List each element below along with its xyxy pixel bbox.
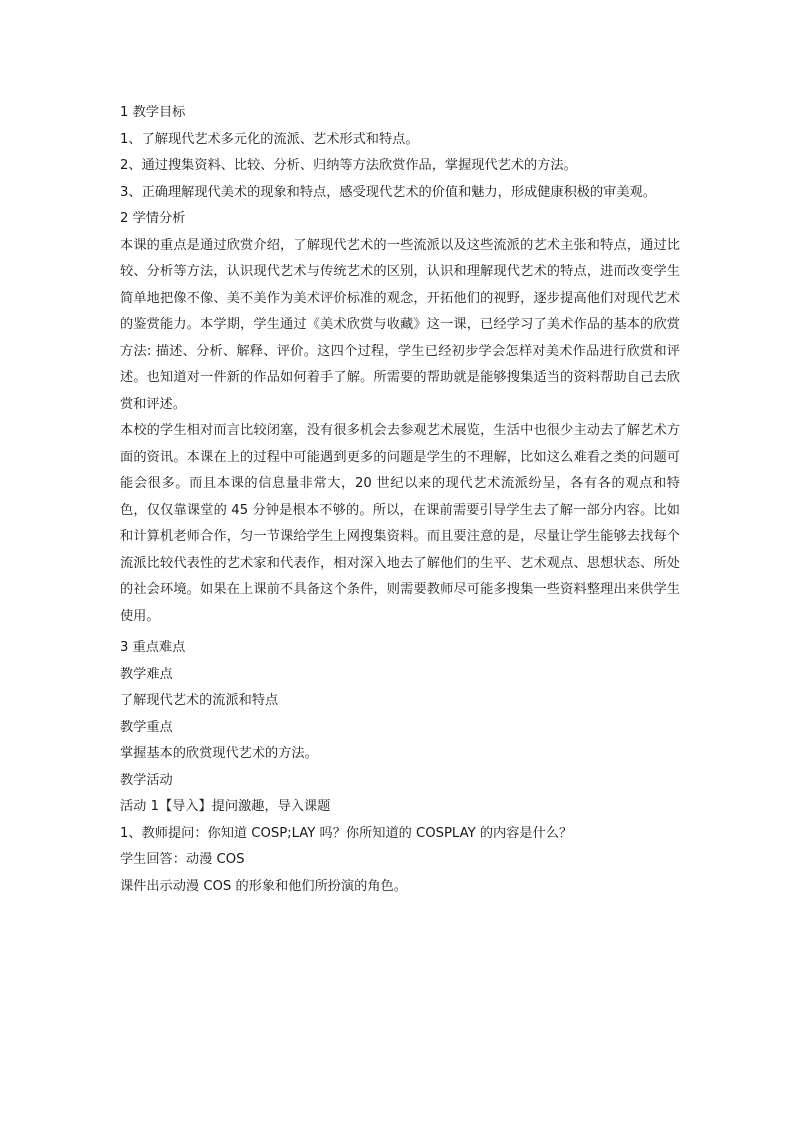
analysis-paragraph-2: 本校的学生相对而言比较闭塞，没有很多机会去参观艺术展览，生活中也很少主动去了解艺术方面的资讯。本课在上的过程中可能遇到更多的问题是学生的不理解，比如这么难看之类的问题可能会很多。而且本课的信息量非常大，20 世纪以来的现代艺术流派纷呈，各有各的观点和特色，仅仅靠课堂的 45 分钟是根本不够的。所以，在课前需要引导学生去了解一部分内容。比如和计算机老师合作，匀一节课给学生上网搜集资料。而且要注意的是，尽量让学生能够去找每个流派比较代表性的艺术家和代表作，相对深入地去了解他们的生平、艺术观点、思想状态、所处的社会环境。如果在上课前不具备这个条件，则需要教师尽可能多搜集一些资料整理出来供学生使用。 [120, 423, 680, 624]
label-teaching-activities: 教学活动 [120, 772, 173, 788]
focus-text: 掌握基本的欣赏现代艺术的方法。 [120, 746, 318, 761]
heading-student-analysis: 2 学情分析 [120, 211, 186, 226]
goal-item-2: 2、通过搜集资料、比较、分析、归纳等方法欣赏作品，掌握现代艺术的方法。 [120, 158, 577, 173]
difficulty-text: 了解现代艺术的流派和特点 [120, 693, 279, 708]
heading-teaching-goals: 1 教学目标 [120, 105, 186, 120]
courseware-note: 课件出示动漫 COS 的形象和他们所扮演的角色。 [120, 878, 407, 894]
activity-1-title: 活动 1【导入】提问激趣，导入课题 [120, 799, 331, 814]
student-answer: 学生回答：动漫 COS [120, 852, 245, 867]
document-body [120, 100, 680, 900]
teacher-question: 1、教师提问：你知道 COSP;LAY 吗？你所知道的 COSPLAY 的内容是什么？ [120, 825, 573, 841]
goal-item-1: 1、了解现代艺术多元化的流派、艺术形式和特点。 [120, 131, 419, 147]
goal-item-3: 3、正确理解现代美术的现象和特点，感受现代艺术的价值和魅力，形成健康积极的审美观。 [120, 184, 656, 200]
analysis-paragraph-1: 本课的重点是通过欣赏介绍，了解现代艺术的一些流派以及这些流派的艺术主张和特点，通过比较、分析等方法，认识现代艺术与传统艺术的区别，认识和理解现代艺术的特点，进而改变学生简单地把像不像、美不美作为美术评价标准的观念，开拓他们的视野，逐步提高他们对现代艺术的鉴赏能力。本学期，学生通过《美术欣赏与收藏》这一课，已经学习了美术作品的基本的欣赏方法: 描述、分析、解释、评价。这四个过程，学生已经初步学会怎样对美术作品进行欣赏和评述。也知道对一件新的作品如何着手了解。所需要的帮助就是能够搜集适当的资料帮助自己去欣赏和评述。 [120, 237, 680, 412]
label-teaching-difficulty: 教学难点 [120, 666, 173, 682]
heading-key-points: 3 重点难点 [120, 640, 186, 655]
label-teaching-focus: 教学重点 [120, 719, 173, 735]
